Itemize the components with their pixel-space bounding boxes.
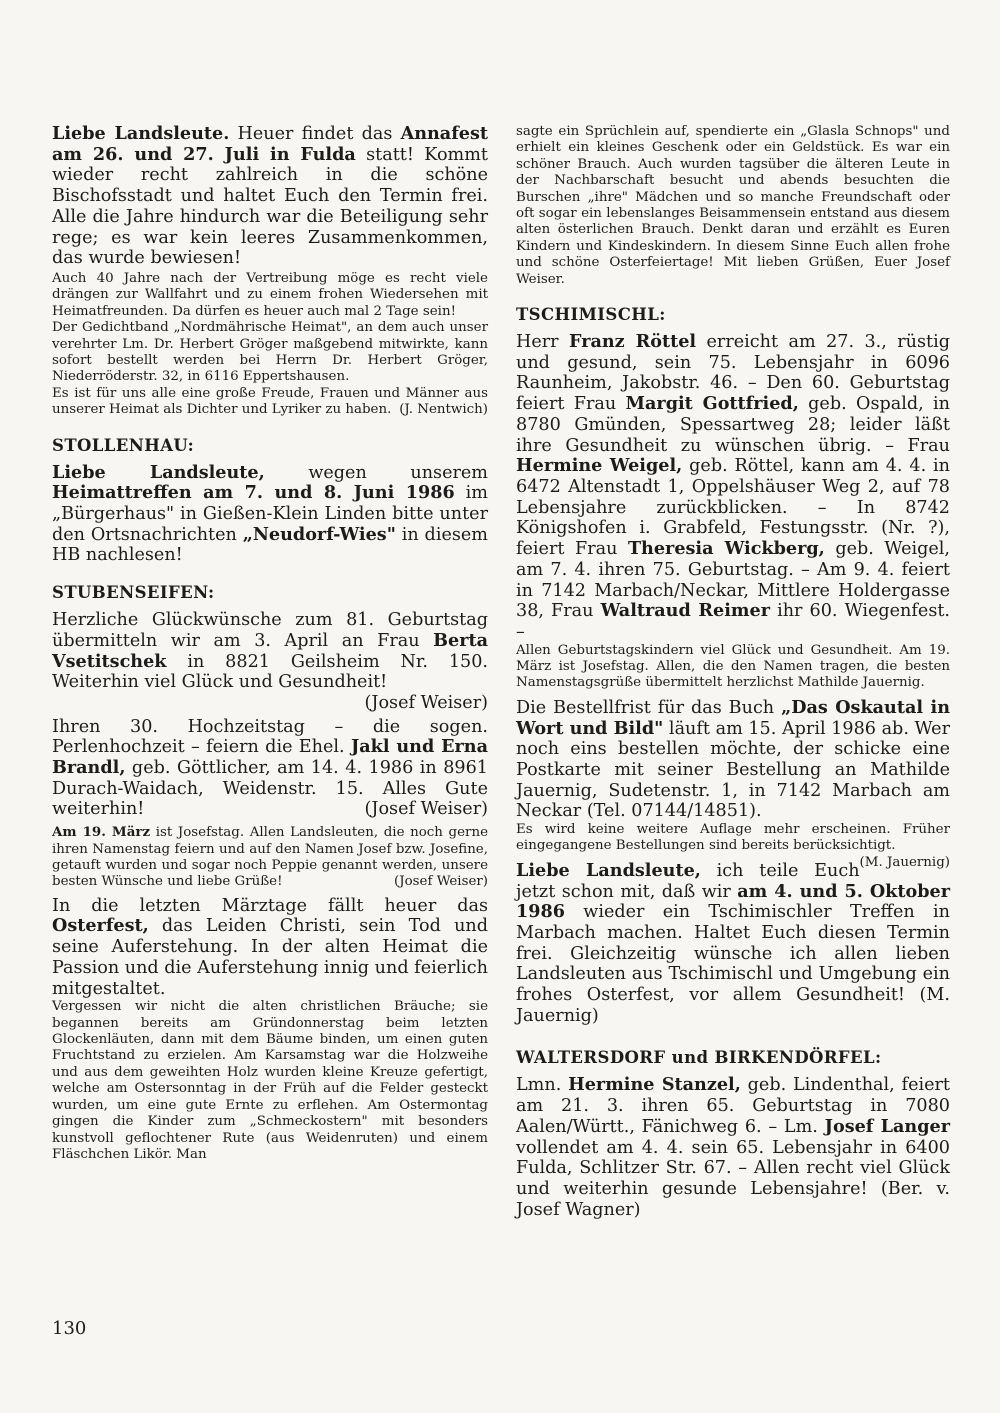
text: läuft am 15. April 1986 ab. Wer noch eins bestellen möchte, der schicke eine Postkarte mit seiner Bestellung an Mathilde Jauernig, Sudetenstr. 1, in 7142 Marbach am Neckar (Tel. 07144/14851). — [516, 718, 950, 822]
page-number: 130 — [52, 1318, 87, 1339]
josefstag-paragraph — [52, 824, 488, 891]
text: Theresia Wickberg, — [627, 538, 825, 560]
text: in diesem HB nachlesen! — [52, 524, 488, 566]
brandl-paragraph — [52, 717, 488, 821]
signature: (Josef Weiser) — [364, 692, 488, 713]
text: Die Bestellfrist für das Buch — [516, 697, 782, 718]
text: Liebe Landsleute, — [516, 859, 701, 881]
text: Osterfest, — [52, 915, 149, 937]
section-heading-tschimischl: TSCHIMISCHL: — [516, 305, 666, 325]
text: Heuer findet das — [229, 124, 401, 144]
event-date: Annafest am 26. und 27. Juli in Fulda — [52, 123, 488, 165]
text: statt! Kommt wieder recht zahlreich in die schöne Bischofsstadt und haltet Euch den Termin frei. Alle die Jahre hindurch war die Beteiligung sehr rege; es war kein leeres Zusammenkommen, das wurde bewiesen! — [52, 144, 488, 269]
treffen-paragraph — [516, 861, 950, 1027]
text: geb. Lindenthal, feiert am 21. 3. ihren 65. Geburtstag in 7080 Aalen/Württ., Fänichweg 6. – Lm. — [516, 1075, 950, 1137]
text: Hermine Stanzel, — [568, 1074, 741, 1096]
text: Es ist für uns alle eine große Freude, Frauen und Männer aus unserer Heimat als Dichter und Lyriker zu haben. — [52, 385, 488, 418]
namenstag-paragraph: Allen Geburtstagskindern viel Glück und Gesundheit. Am 19. März ist Josefstag. Allen, die den Namen tragen, die besten Namenstagsgrüße übermittelt herzlichst Mathilde Jauernig. — [516, 642, 950, 691]
signature: (M. Jauernig) — [859, 854, 950, 870]
text: geb. Göttlicher, am 14. 4. 1986 in 8961 Durach-Waidach, Weidenstr. 15. Alles Gute weiterhin! — [52, 758, 488, 820]
dichter-paragraph — [52, 386, 488, 419]
greeting: Liebe Landsleute. — [52, 123, 230, 144]
vsetitschek-paragraph — [52, 610, 488, 714]
left-column — [52, 124, 488, 1163]
text: In die letzten Märztage fällt heuer das — [52, 895, 488, 916]
text: Hermine Weigel, — [516, 455, 683, 477]
text: ist Josefstag. Allen Landsleuten, die noch gerne ihren Namenstag feiern und auf den Namen Josef bzw. Josefine, getauft wurden und sogar noch Peppie genannt werden, unsere besten Wünsche und liebe Grüße! — [52, 825, 489, 890]
right-column — [516, 124, 950, 1220]
text: Waltraud Reimer — [600, 600, 770, 622]
section-heading-waltersdorf: WALTERSDORF und BIRKENDÖRFEL: — [516, 1048, 882, 1068]
text: geb. Röttel, kann am 4. 4. in 6472 Altenstadt 1, Oppelshäuser Weg 2, auf 78 Lebensjahre zurückblicken. – In 8742 Königshofen i. Grabfeld, Festungsstr. (Nr. ?), feiert Frau — [516, 456, 950, 560]
text: Es wird keine weitere Auflage mehr erscheinen. Früher eingegangene Bestellungen sind bereits berücksichtigt. — [516, 822, 950, 854]
annafest-paragraph — [52, 124, 488, 269]
text: am 4. und 5. Oktober 1986 — [516, 880, 950, 923]
text: Herzliche Glückwünsche zum 81. Geburtstag übermitteln wir am 3. April an Frau — [52, 610, 488, 651]
geburtstage-paragraph — [516, 332, 950, 643]
text: im „Bürgerhaus" in Gießen-Klein Linden bitte unter den Ortsnachrichten — [52, 483, 488, 545]
text: Herr — [516, 332, 570, 353]
waltersdorf-paragraph — [516, 1075, 950, 1220]
text: Lmn. — [516, 1075, 569, 1096]
section-heading-stollenhau: STOLLENHAU: — [52, 435, 195, 455]
text: ihr 60. Wiegenfest. – — [516, 601, 951, 642]
stollenhau-paragraph — [52, 463, 488, 567]
signature: (J. Nentwich) — [399, 402, 488, 418]
text: Ihren 30. Hochzeitstag – die sogen. Perlenhochzeit – feiern die Ehel. — [52, 716, 488, 758]
text: das Leiden Christi, sein Tod und seine Auferstehung. In der alten Heimat die Passion und die Auferstehung innig und feierlich mitgestaltet. — [52, 916, 488, 999]
text: erreicht am 27. 3., rüstig und gesund, sein 75. Lebensjahr in 6096 Raunheim, Jakobstr. 46. – Den 60. Geburtstag feiert Frau — [516, 332, 951, 415]
brauch-paragraph: sagte ein Sprüchlein auf, spendierte ein „Glasla Schnops" und erhielt ein kleines Geschenk oder ein Geldstück. Es war ein schöner Brauch. Auch wurden tagsüber die älteren Leute in der Nachbarschaft besucht und abends besuchten die Burschen „ihre" Mädchen und so manche Freundschaft oder oft sogar ein lebenslanges Beisammensein entstand aus diesem alten österlichen Brauch. Denkt daran und erzählt es Euren Kindern und Kindeskindern. In diesem Sinne Euch allen frohe und schöne Osterfeiertage! Mit lieben Grüßen, Euer Josef Weiser. — [516, 124, 950, 287]
text: Jakl und Erna Brandl, — [52, 736, 488, 779]
section-heading-stubenseifen: STUBENSEIFEN: — [52, 583, 215, 603]
text: geb. Weigel, am 7. 4. ihren 75. Geburtstag. – Am 9. 4. feiert in 7142 Marbach/Neckar, Mittlere Holdergasse 38, Frau — [516, 539, 951, 622]
text: in 8821 Geilsheim Nr. 150. Weiterhin viel Glück und Gesundheit! — [52, 651, 488, 693]
text: wegen unserem — [264, 462, 488, 483]
text: Am 19. März — [52, 824, 151, 841]
text: „Neudorf-Wies" — [242, 523, 396, 545]
signature: (Josef Weiser) — [394, 874, 488, 890]
signature: (Josef Weiser) — [364, 799, 488, 820]
osterfest-paragraph — [52, 896, 488, 1000]
braeuche-paragraph: Vergessen wir nicht die alten christlichen Bräuche; sie begannen bereits am Gründonnerstag beim letzten Glockenläuten, dann mit dem Bäume binden, um einen guten Fruchtstand zu erzielen. Am Karsamstag war die Holzweihe und aus dem geweihten Holz wurden kleine Kreuze gefertigt, welche am Ostersonntag in der Früh auf die Felder gesteckt wurden, um eine gute Ernte zu erflehen. Am Ostermontag gingen die Kinder zum „Schmeckostern" mit besonders kunstvoll geflochtener Rute (aus Weidenruten) und einem Fläschchen Likör. Man — [52, 999, 488, 1162]
text: wieder ein Tschimischler Treffen in Marbach machen. Haltet Euch diesen Termin frei. Gleichzeitig wünsche ich allen lieben Landsleuten aus Tschimischl und Umgebung ein frohes Osterfest, vor allem Gesundheit! — [516, 902, 950, 1006]
text: Heimattreffen am 7. und 8. Juni 1986 — [52, 482, 455, 504]
text: Berta Vsetitschek — [52, 629, 488, 672]
text: Liebe Landsleute, — [52, 461, 265, 483]
text: vollendet am 4. 4. sein 65. Lebensjahr in 6400 Fulda, Schlitzer Str. 67. – Allen recht viel Glück und weiterhin gesunde Lebensjahre! (Ber. v. Josef Wagner) — [516, 1137, 950, 1220]
text: „Das Oskautal in Wort und Bild" — [516, 696, 951, 739]
text: Margit Gottfried, — [625, 393, 799, 415]
text: ich teile Euch jetzt schon mit, daß wir — [516, 860, 860, 902]
text: Franz Röttel — [569, 331, 697, 353]
gedichtband-paragraph: Der Gedichtband „Nordmährische Heimat", an dem auch unser verehrter Lm. Dr. Herbert Gröger maßgebend mitwirkte, kann sofort bestellt werden bei Herrn Dr. Herbert Gröger, Niederröderstr. 32, in 6116 Eppertshausen. — [52, 320, 488, 385]
text: geb. Ospald, in 8780 Gmünden, Spessartweg 28; leider läßt ihre Gesundheit zu wünschen übrig. – Frau — [516, 394, 950, 456]
wallfahrt-paragraph: Auch 40 Jahre nach der Vertreibung möge es recht viele drängen zur Wallfahrt und zu einem frohen Wiedersehen mit Heimatfreunden. Da dürfen es heuer auch mal 2 Tage sein! — [52, 270, 488, 319]
oskautal-paragraph — [516, 698, 950, 822]
signature: (M. Jauernig) — [516, 985, 951, 1026]
text: Josef Langer — [824, 1115, 950, 1137]
